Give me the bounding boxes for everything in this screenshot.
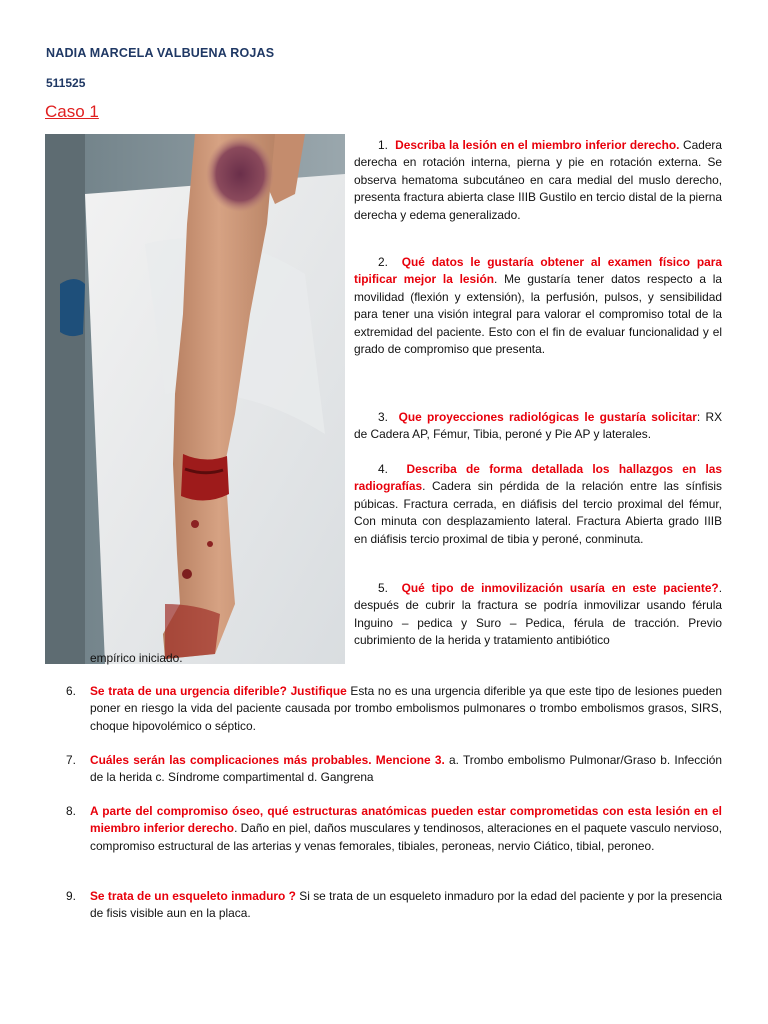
question-2: [354, 254, 722, 358]
question-9-prompt: Se trata de un esqueleto inmaduro ?: [90, 889, 296, 903]
question-1: [354, 137, 722, 224]
question-6: [66, 683, 722, 735]
question-5-answer: . después de cubrir la fractura se podría inmovilizar usando férula Inguino – pedica y Suro – Pedica, férula de tracción. Previo cubrimiento de la herida y tratamiento antibiótico: [354, 581, 723, 648]
question-6-prompt: Se trata de una urgencia diferible? Justifique: [90, 684, 347, 698]
question-5-prompt: Qué tipo de inmovilización usaría en este paciente?: [401, 581, 719, 595]
question-9: [66, 888, 722, 923]
question-1-answer: Cadera derecha en rotación interna, pierna y pie en rotación externa. Se observa hematoma subcutáneo en cara medial del muslo derecho, presenta fractura abierta clase IIIB Gustilo en tercio distal de la pierna derecha y edema generalizado.: [354, 138, 723, 222]
question-4: [354, 461, 722, 548]
question-2-answer: . Me gustaría tener datos respecto a la movilidad (flexión y extensión), la perfusión, pulsos, y sensibilidad para tener una visión integral para valorar el compromiso total de la extremidad del paciente. Esto con el fin de evaluar funcionalidad y el grado de compromiso que presenta.: [354, 272, 723, 357]
question-6-answer: Esta no es una urgencia diferible ya que este tipo de lesiones pueden poner en riesgo la vida del paciente causada por trombo embolismos pulmonares o trombo embolismos grasos, SIRS, choque hipovolémico o séptico.: [90, 684, 722, 733]
question-2-prompt: Qué datos le gustaría obtener al examen físico para tipificar mejor la lesión: [354, 255, 723, 287]
question-3-number: 3.: [378, 410, 388, 424]
question-7-number: 7.: [66, 753, 76, 767]
question-8-number: 8.: [66, 804, 76, 818]
question-6-number: 6.: [66, 684, 76, 698]
question-5-answer-continued: empírico iniciado.: [90, 651, 183, 665]
question-2-number: 2.: [378, 255, 388, 269]
question-7-prompt: Cuáles serán las complicaciones más probables. Mencione 3.: [90, 753, 445, 767]
question-8-prompt: A parte del compromiso óseo, qué estructuras anatómicas pueden estar comprometidas con esta lesión en el miembro inferior derecho: [90, 804, 722, 836]
question-7: [66, 752, 722, 787]
question-3-answer: : RX de Cadera AP, Fémur, Tibia, peroné y Pie AP y laterales.: [354, 410, 722, 442]
question-4-answer: . Cadera sin pérdida de la relación entre las sínfisis púbicas. Fractura cerrada, en diáfisis del tercio proximal del fémur, Con minuta con desplazamiento lateral. Fractura Abierta grado IIIB en diáfisis tercio proximal de tibia y peroné, conminuta.: [354, 479, 722, 546]
question-4-number: 4.: [378, 462, 388, 476]
question-5: [354, 580, 722, 650]
question-9-answer: Si se trata de un esqueleto inmaduro por la edad del paciente y por la presencia de fisis visible aun en la placa.: [90, 889, 722, 921]
case-title: Caso 1: [45, 102, 99, 121]
author-name: NADIA MARCELA VALBUENA ROJAS: [46, 46, 275, 60]
question-1-number: 1.: [378, 138, 388, 152]
question-4-prompt: Describa de forma detallada los hallazgos en las radiografías: [354, 462, 723, 494]
question-3: [354, 409, 722, 444]
question-8: [66, 803, 722, 855]
question-1-prompt: Describa la lesión en el miembro inferior derecho.: [395, 138, 680, 152]
question-9-number: 9.: [66, 889, 76, 903]
student-code: 511525: [46, 76, 86, 90]
question-5-number: 5.: [378, 581, 388, 595]
question-7-answer: a. Trombo embolismo Pulmonar/Graso b. Infección de la herida c. Síndrome compartimental d. Gangrena: [90, 753, 722, 785]
clinical-photo-leg: [45, 134, 345, 664]
question-3-prompt: Que proyecciones radiológicas le gustaría solicitar: [398, 410, 697, 424]
question-8-answer: . Daño en piel, daños musculares y tendinosos, alteraciones en el paquete vasculo nervioso, compromiso estructural de las arterias y venas femorales, tibiales, peroneas, nervio Ciático, tibial, peroneo.: [90, 821, 722, 853]
